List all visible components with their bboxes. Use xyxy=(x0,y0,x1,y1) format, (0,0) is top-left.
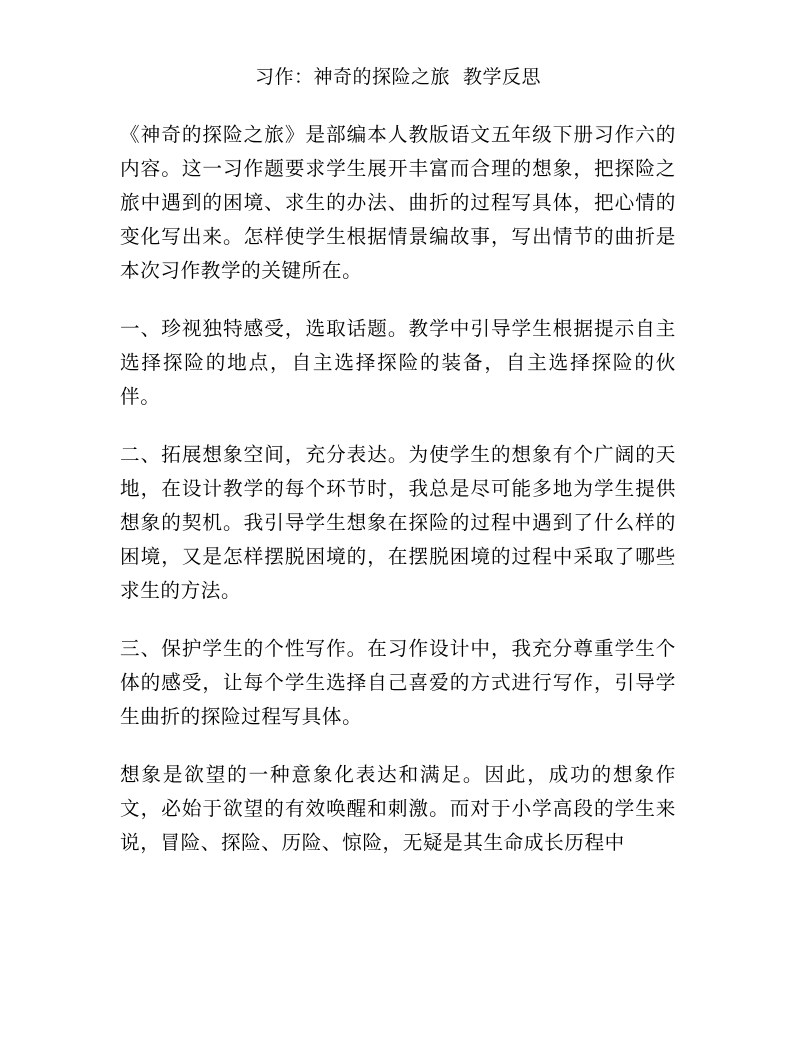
paragraph-point-two: 二、拓展想象空间，充分表达。为使学生的想象有个广阔的天地，在设计教学的每个环节时，我总是尽可能多地为学生提供想象的契机。我引导学生想象在探险的过程中遇到了什么样的困境，又是怎样摆脱困境的，在摆脱困境的过程中采取了哪些求生的方法。 xyxy=(120,443,676,602)
paragraph-intro: 《神奇的探险之旅》是部编本人教版语文五年级下册习作六的内容。这一习作题要求学生展开丰富而合理的想象，把探险之旅中遇到的困境、求生的办法、曲折的过程写具体，把心情的变化写出来。怎样使学生根据情景编故事，写出情节的曲折是本次习作教学的关键所在。 xyxy=(120,123,676,282)
paragraph-conclusion: 想象是欲望的一种意象化表达和满足。因此，成功的想象作文，必始于欲望的有效唤醒和刺激。而对于小学高段的学生来说，冒险、探险、历险、惊险，无疑是其生命成长历程中 xyxy=(120,763,676,854)
paragraph-point-three: 三、保护学生的个性写作。在习作设计中，我充分尊重学生个体的感受，让每个学生选择自己喜爱的方式进行写作，引导学生曲折的探险过程写具体。 xyxy=(120,637,676,728)
document-title: 习作：神奇的探险之旅 教学反思 xyxy=(254,66,542,88)
paragraph-point-one: 一、珍视独特感受，选取话题。教学中引导学生根据提示自主选择探险的地点，自主选择探险的装备，自主选择探险的伙伴。 xyxy=(120,317,676,408)
